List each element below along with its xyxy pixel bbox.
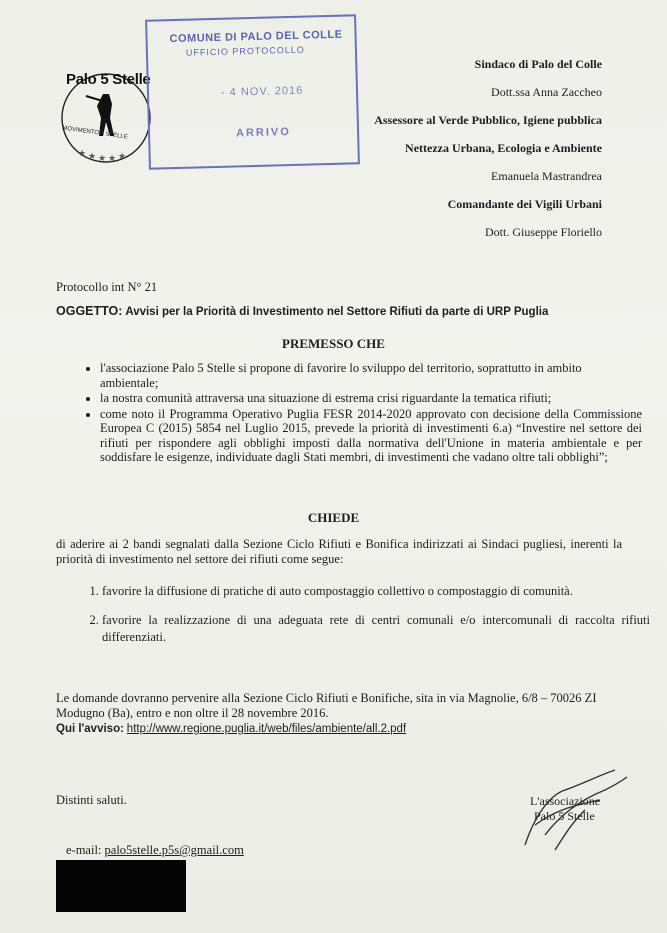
premesso-heading: PREMESSO CHE <box>282 336 385 351</box>
chiede-list <box>80 583 650 658</box>
chiede-heading: CHIEDE <box>307 510 360 525</box>
recipient-mayor-title: Sindaco di Palo del Colle <box>474 57 602 71</box>
svg-text:★: ★ <box>108 153 117 163</box>
logo-subtitle: MOVIMENTO 5 STELLE <box>61 125 129 141</box>
stamp-date: - 4 NOV. 2016 <box>220 84 304 99</box>
protocol-number: Protocollo int N° 21 <box>56 280 158 294</box>
recipient-councillor-title: Assessore al Verde Pubblico, Igiene pubblica <box>374 113 602 127</box>
redaction-box <box>56 860 186 912</box>
stamp-arrivo: ARRIVO <box>235 126 291 140</box>
svg-text:★: ★ <box>118 151 127 161</box>
list-item: 2. favorire la realizzazione di una adeguata rete di centri comunali e/o intercomunali di raccolta rifiuti differenziati. <box>102 612 650 646</box>
signature-line1: L'associazione <box>530 794 601 808</box>
chiede-intro: di aderire ai 2 bandi segnalati dalla Sezione Ciclo Rifiuti e Bonifica indirizzati ai Sindaci pugliesi, inerenti la priorità di investimento nel settore dei rifiuti come segue: <box>56 537 622 566</box>
protocol-stamp <box>145 14 360 169</box>
recipient-mayor-name: Dott.ssa Anna Zaccheo <box>491 85 602 99</box>
signature-line2: Palo 5 Stelle <box>534 809 595 823</box>
subject-line <box>56 304 548 318</box>
recipient-police-title: Comandante dei Vigili Urbani <box>447 197 602 211</box>
subject-label: OGGETTO: <box>56 304 123 318</box>
subject-text: Avvisi per la Priorità di Investimento nel Settore Rifiuti da parte di URP Puglia <box>125 306 549 318</box>
email-address[interactable]: palo5stelle.p5s@gmail.com <box>104 843 244 857</box>
list-item: • come noto il Programma Operativo Puglia FESR 2014-2020 approvato con decisione della Commissione Europea C (2015) 5854 nel Luglio 2015, prevede la priorità di investimenti 6.a) “Investire nel settore dei rifiuti per rispondere agli obblighi imposti dalla normativa dell'Unione in materia ambientale e per soddisfare le esigenze, individuate dagli Stati membri, di investimenti che vadano oltre tali obblighi”; <box>100 407 642 465</box>
deadline-paragraph: Le domande dovranno pervenire alla Sezione Ciclo Rifiuti e Bonifiche, sita in via Magnolie, 6/8 – 70026 ZI Modugno (Ba), entro e non oltre il 28 novembre 2016. <box>56 691 597 720</box>
list-item: • l'associazione Palo 5 Stelle si propone di favorire lo sviluppo del territorio, soprattutto in ambito ambientale; <box>100 361 642 390</box>
logo-title: Palo 5 Stelle <box>66 71 151 88</box>
signature-block <box>530 794 600 824</box>
stamp-office: UFFICIO PROTOCOLLO <box>185 44 305 58</box>
avviso-line <box>56 723 406 735</box>
svg-text:★: ★ <box>78 148 87 158</box>
stamp-municipality: COMUNE DI PALO DEL COLLE <box>169 28 343 46</box>
recipient-councillor-title-2: Nettezza Urbana, Ecologia e Ambiente <box>405 141 602 155</box>
email-line <box>66 843 244 858</box>
recipient-councillor-name: Emanuela Mastrandrea <box>491 169 602 183</box>
email-label: e-mail: <box>66 843 102 857</box>
avviso-link[interactable]: http://www.regione.puglia.it/web/files/ambiente/all.2.pdf <box>126 723 407 735</box>
premesso-list <box>80 361 642 466</box>
list-item: 1. favorire la diffusione di pratiche di auto compostaggio collettivo o compostaggio di comunità. <box>102 583 650 600</box>
list-item: • la nostra comunità attraversa una situazione di estrema crisi riguardante la tematica rifiuti; <box>100 391 642 406</box>
svg-text:★: ★ <box>88 151 97 161</box>
recipient-police-name: Dott. Giuseppe Floriello <box>485 225 602 239</box>
svg-text:★: ★ <box>98 153 107 163</box>
closing-greeting: Distinti saluti. <box>56 793 127 807</box>
avviso-label: Qui l'avviso: <box>56 723 124 735</box>
